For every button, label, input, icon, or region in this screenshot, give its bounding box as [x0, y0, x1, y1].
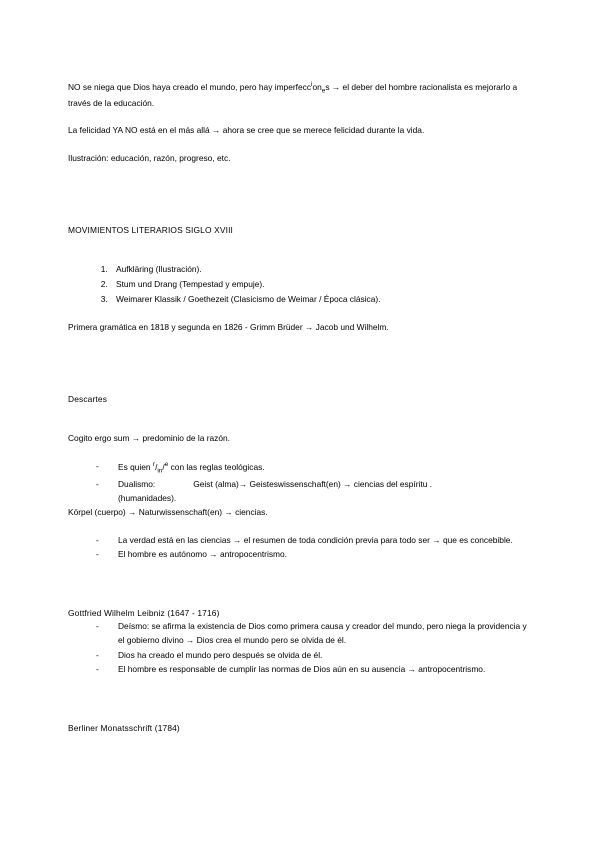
- descartes-bullets-2: [68, 534, 532, 562]
- list-item: [96, 460, 532, 477]
- intro-paragraph-1: [68, 80, 532, 110]
- list-item-text: Dios ha creado el mundo pero después se olvida de él.: [118, 649, 323, 660]
- list-item-text: La verdad está en las ciencias → el resumen de toda condición previa para todo ser → que es concebible.: [118, 534, 513, 545]
- descartes-bullets-1: [68, 460, 532, 491]
- intro-p1-subscript: e: [321, 87, 326, 95]
- list-item: [96, 478, 532, 492]
- list-item: 2. Stum und Drang (Tempestad y empuje).: [110, 278, 532, 292]
- list-item-text: Deísmo: se afirma la existencia de Dios como primera causa y creador del mundo, pero niega la providencia y el gobierno divino → Dios crea el mundo pero se olvida de él.: [118, 621, 527, 646]
- dash-marker: -: [96, 534, 99, 545]
- spacer-after-descartes-heading: [68, 406, 532, 432]
- intro-p1-part-a: NO se niega que Dios haya creado el mundo, pero hay imperfecc: [68, 81, 312, 92]
- spacer-before-descartes-bullets-2: [68, 520, 532, 534]
- dash-marker: -: [96, 621, 99, 632]
- bullet-text-b: con las reglas teológicas.: [168, 461, 265, 472]
- gramatica-note: Primera gramática en 1818 y segunda en 1826 - Grimm Brüder → Jacob und Wilhelm.: [68, 322, 389, 333]
- list-item: [96, 663, 532, 677]
- descartes-cogito: Cogito ergo sum → predominio de la razón.: [68, 433, 230, 444]
- bullet-mid-1: /: [155, 461, 158, 472]
- spacer-before-leibniz: [68, 563, 532, 607]
- list-item: [96, 620, 532, 647]
- intro-p1-superscript: i: [311, 81, 313, 88]
- list-item: [96, 649, 532, 663]
- intro-paragraph-3: Ilustración: educación, razón, progreso, etc.: [68, 153, 231, 164]
- bullet-mid-2: /: [162, 461, 165, 472]
- heading-movimientos: MOVIMIENTOS LITERARIOS SIGLO XVIII: [68, 224, 234, 235]
- spacer-before-gramatica-note: [68, 307, 532, 321]
- intro-paragraph-2: La felicidad YA NO está en el más allá → ahora se cree que se merece felicidad durante la vida.: [68, 125, 425, 136]
- document-body: [68, 80, 532, 735]
- dash-marker: -: [96, 549, 99, 560]
- list-item: [96, 534, 532, 548]
- dash-marker: -: [96, 478, 99, 489]
- list-item: 3. Weimarer Klassik / Goethezeit (Clasicismo de Weimar / Época clásica).: [110, 293, 532, 307]
- heading-berliner: Berliner Monatsschrift (1784): [68, 722, 180, 733]
- leibniz-bullets: [68, 620, 532, 676]
- spacer-after-movimientos-heading: [68, 237, 532, 263]
- dash-marker: -: [96, 664, 99, 675]
- heading-descartes: Descartes: [68, 393, 108, 404]
- bullet-text-a: Es quien: [118, 461, 153, 472]
- spacer-before-berliner: [68, 678, 532, 722]
- bullet-sup-2: e: [164, 460, 169, 468]
- bullet-sub-1: in: [157, 467, 163, 475]
- dualismo-continuation: (humanidades).: [118, 493, 177, 504]
- dash-marker: -: [96, 649, 99, 660]
- spacer-before-movimientos: [68, 180, 532, 224]
- list-item: 1. Aufkläring (Ilustración).: [110, 263, 532, 277]
- list-item: [96, 548, 532, 562]
- intro-p1-part-b: on: [312, 81, 322, 92]
- bullet-sup-1: r: [152, 460, 156, 468]
- dash-marker: -: [96, 460, 99, 471]
- list-item-text: El hombre es responsable de cumplir las normas de Dios aún en su ausencia → antropocentrismo.: [118, 664, 486, 675]
- spacer-before-descartes: [68, 349, 532, 393]
- korpel-line: Körpel (cuerpo) → Naturwissenschaft(en) → ciencias.: [68, 507, 268, 517]
- dualismo-text: Geist (alma)→ Geisteswissenschaft(en) → ciencias del espíritu .: [193, 478, 433, 489]
- heading-leibniz: Gottfried Wilhelm Leibniz (1647 - 1716): [68, 607, 220, 618]
- intro-p1-part-c: s → el deber del hombre racionalista es mejorarlo a través de la educación.: [68, 81, 518, 108]
- dualismo-label: Dualismo:: [118, 478, 156, 489]
- list-item-text: El hombre es autónomo → antropocentrismo.: [118, 549, 287, 560]
- movimientos-list: [68, 263, 532, 306]
